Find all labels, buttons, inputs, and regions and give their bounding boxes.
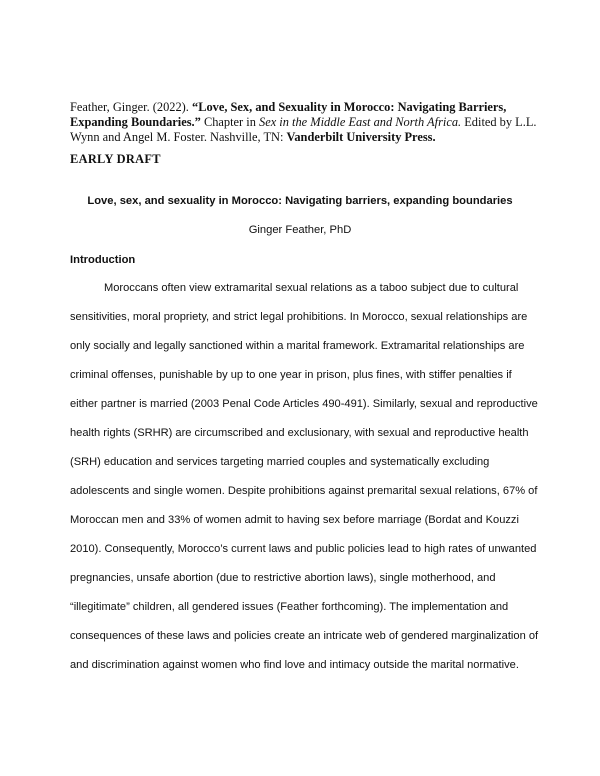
- citation-author-year: Feather, Ginger. (2022).: [70, 100, 192, 114]
- citation-title: “Love, Sex, and Sexuality in Morocco: Navigating Barriers, Expanding Boundaries.”: [70, 100, 507, 129]
- body-line: “illegitimate” children, all gendered issues (Feather forthcoming). The implementation and: [70, 601, 509, 613]
- paper-author: Ginger Feather, PhD: [248, 224, 352, 236]
- citation: [70, 100, 540, 145]
- citation-book: Sex in the Middle East and North Africa.: [259, 115, 462, 129]
- paper-title: Love, sex, and sexuality in Morocco: Navigating barriers, expanding boundaries: [87, 195, 513, 207]
- body-line: sensitivities, moral propriety, and strict legal prohibitions. In Morocco, sexual relationships are: [70, 311, 528, 323]
- body-line: health rights (SRHR) are circumscribed and exclusionary, with sexual and reproductive health: [70, 427, 529, 439]
- body-line: Moroccans often view extramarital sexual relations as a taboo subject due to cultural: [104, 282, 519, 294]
- draft-label: EARLY DRAFT: [70, 152, 161, 166]
- citation-publisher: Vanderbilt University Press.: [286, 130, 436, 144]
- body-line: either partner is married (2003 Penal Code Articles 490-491). Similarly, sexual and reproductive: [70, 398, 538, 410]
- body-line: pregnancies, unsafe abortion (due to restrictive abortion laws), single motherhood, and: [70, 572, 496, 584]
- body-line: and discrimination against women who find love and intimacy outside the marital normative.: [70, 659, 519, 671]
- body-line: 2010). Consequently, Morocco’s current laws and public policies lead to high rates of unwanted: [70, 543, 537, 555]
- body-line: Moroccan men and 33% of women admit to having sex before marriage (Bordat and Kouzzi: [70, 514, 519, 526]
- body-line: adolescents and single women. Despite prohibitions against premarital sexual relations, 67% of: [70, 485, 538, 497]
- citation-chapter-in: Chapter in: [200, 115, 259, 129]
- citation-editors: Edited by L.L. Wynn and Angel M. Foster. Nashville, TN:: [70, 115, 537, 144]
- body-line: consequences of these laws and policies create an intricate web of gendered marginalization of: [70, 630, 539, 642]
- body-line: criminal offenses, punishable by up to one year in prison, plus fines, with stiffer penalties if: [70, 369, 512, 381]
- section-heading: Introduction: [70, 254, 136, 266]
- body-line: (SRH) education and services targeting married couples and systematically excluding: [70, 456, 490, 468]
- body-line: only socially and legally sanctioned within a marital framework. Extramarital relationships are: [70, 340, 525, 352]
